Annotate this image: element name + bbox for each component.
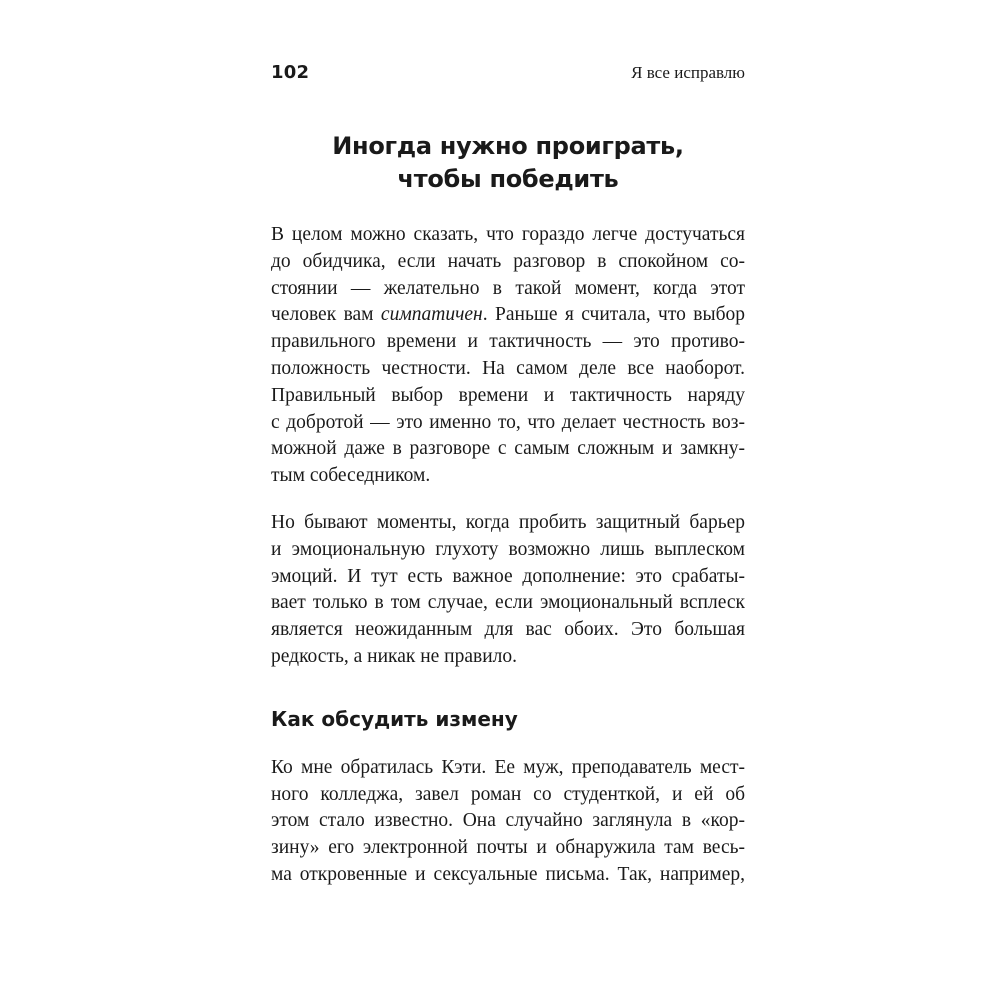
text-line: вает только в том случае, если эмоциональный всплеск xyxy=(271,592,745,614)
text-line: Ко мне обратилась Кэти. Ее муж, преподаватель мест- xyxy=(271,756,745,778)
text-fragment: . Раньше я считала, что выбор xyxy=(482,304,745,326)
emphasis-text: симпатичен xyxy=(380,304,483,326)
text-line: и эмоциональную глухоту возможно лишь выплеском xyxy=(271,538,745,560)
paragraph xyxy=(271,755,745,889)
text-line: редкость, а никак не правило. xyxy=(271,645,517,667)
chapter-title-line: Иногда нужно проиграть, xyxy=(332,132,684,160)
text-line: до обидчика, если начать разговор в спокойном со- xyxy=(271,250,745,272)
text-line: ного колледжа, завел роман со студенткой, и ей об xyxy=(271,783,745,805)
book-page xyxy=(271,62,745,889)
text-line: зину» его электронной почты и обнаружила там весь- xyxy=(271,837,745,859)
text-line: Правильный выбор времени и тактичность наряду xyxy=(271,384,745,406)
page-number: 102 xyxy=(271,62,310,83)
running-title: Я все исправлю xyxy=(631,63,745,82)
text-line: положность честности. На самом деле все наоборот. xyxy=(271,357,745,379)
text-line: стоянии — желательно в такой момент, когда этот xyxy=(271,277,745,299)
text-line: Но бывают моменты, когда пробить защитный барьер xyxy=(271,511,745,533)
text-line: этом стало известно. Она случайно заглянула в «кор- xyxy=(271,810,745,832)
text-line: ма откровенные и сексуальные письма. Так, например, xyxy=(271,863,745,885)
text-line: является неожиданным для вас обоих. Это большая xyxy=(271,619,745,641)
text-line: тым собеседником. xyxy=(271,465,431,487)
section-heading: Как обсудить измену xyxy=(271,706,518,731)
text-line-with-emphasis xyxy=(271,302,745,329)
chapter-title-line: чтобы победить xyxy=(397,165,619,193)
paragraph xyxy=(271,510,745,671)
text-line: с добротой — это именно то, что делает честность воз- xyxy=(271,411,745,433)
running-head xyxy=(271,62,745,94)
text-line: можной даже в разговоре с самым сложным и замкну- xyxy=(271,438,745,460)
text-line: В целом можно сказать, что гораздо легче достучаться xyxy=(271,224,745,245)
text-line: правильного времени и тактичность — это противо- xyxy=(271,331,745,353)
text-fragment: человек вам xyxy=(271,304,381,326)
text-line: эмоций. И тут есть важное дополнение: это срабаты- xyxy=(271,565,745,587)
chapter-title xyxy=(271,130,745,196)
paragraph xyxy=(271,222,745,490)
